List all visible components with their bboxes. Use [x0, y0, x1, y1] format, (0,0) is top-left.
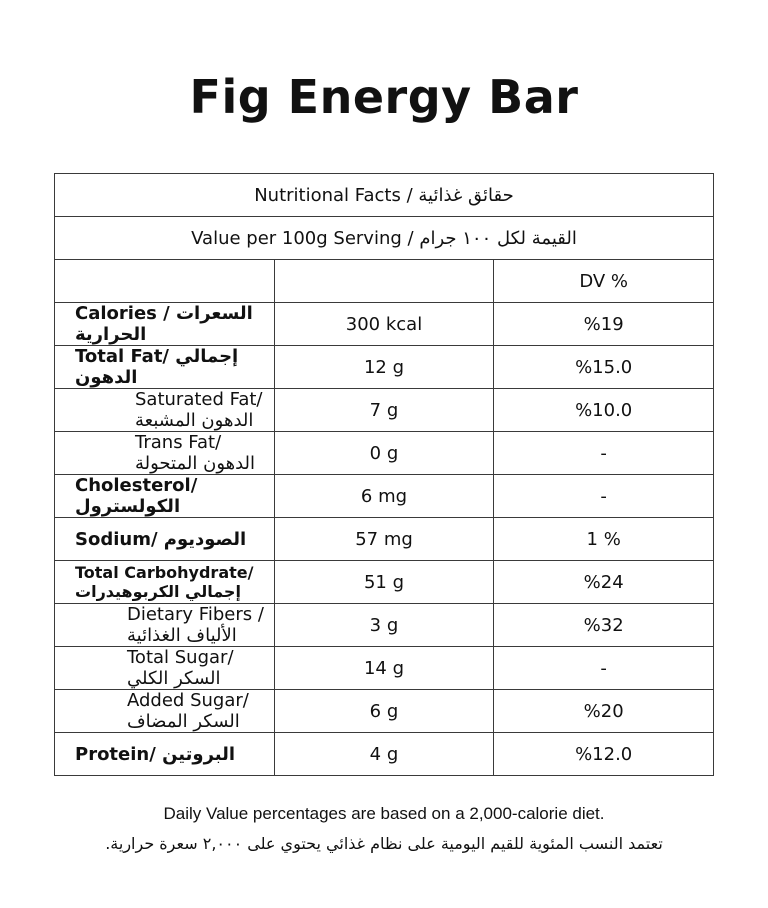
table-row — [55, 389, 714, 432]
empty-header-cell — [274, 260, 494, 303]
nutrient-value: 6 g — [274, 690, 494, 733]
footer-note-english: Daily Value percentages are based on a 2,000-calorie diet. — [163, 804, 605, 823]
nutrient-value: 51 g — [274, 561, 494, 604]
nutrient-dv: %20 — [494, 690, 714, 733]
nutrient-value: 300 kcal — [274, 303, 494, 346]
table-row — [55, 432, 714, 475]
nutrient-value: 14 g — [274, 647, 494, 690]
table-serving-row — [55, 217, 714, 260]
nutrient-label: Trans Fat/ الدهون المتحولة — [55, 432, 275, 475]
nutrient-value: 0 g — [274, 432, 494, 475]
nutrient-label: Total Sugar/ السكر الكلي — [55, 647, 275, 690]
nutrient-dv: - — [494, 475, 714, 518]
nutrient-dv: - — [494, 647, 714, 690]
nutrient-value: 12 g — [274, 346, 494, 389]
nutrition-facts-table — [54, 173, 714, 776]
nutrient-value: 3 g — [274, 604, 494, 647]
nutrient-dv: %19 — [494, 303, 714, 346]
nutrient-dv: %12.0 — [494, 733, 714, 776]
nutrient-dv: %32 — [494, 604, 714, 647]
nutrient-value: 4 g — [274, 733, 494, 776]
nutrient-dv: - — [494, 432, 714, 475]
page-title: Fig Energy Bar — [189, 70, 579, 124]
table-row — [55, 647, 714, 690]
nutrient-label: Total Carbohydrate/ إجمالي الكربوهيدرات — [55, 561, 275, 604]
nutrient-label: Sodium/ الصوديوم — [55, 518, 275, 561]
footer-note-arabic: تعتمد النسب المئوية للقيم اليومية على نظام غذائي يحتوي على ٢,٠٠٠ سعرة حرارية. — [105, 834, 663, 853]
serving-size-header: Value per 100g Serving / القيمة لكل ١٠٠ جرام — [55, 217, 714, 260]
nutrient-label: Total Fat/ إجمالي الدهون — [55, 346, 275, 389]
nutrition-facts-header: Nutritional Facts / حقائق غذائية — [55, 174, 714, 217]
dv-header: DV % — [494, 260, 714, 303]
table-row — [55, 518, 714, 561]
nutrient-label: Saturated Fat/ الدهون المشبعة — [55, 389, 275, 432]
table-row — [55, 303, 714, 346]
dv-header-row — [55, 260, 714, 303]
table-row — [55, 346, 714, 389]
nutrient-value: 57 mg — [274, 518, 494, 561]
empty-header-cell — [55, 260, 275, 303]
nutrient-value: 6 mg — [274, 475, 494, 518]
table-row — [55, 690, 714, 733]
table-row — [55, 604, 714, 647]
nutrient-label: Calories / السعرات الحرارية — [55, 303, 275, 346]
nutrient-dv: %10.0 — [494, 389, 714, 432]
nutrient-dv: %15.0 — [494, 346, 714, 389]
nutrient-dv: %24 — [494, 561, 714, 604]
nutrient-dv: 1 % — [494, 518, 714, 561]
table-row — [55, 561, 714, 604]
nutrient-label: Protein/ البروتين — [55, 733, 275, 776]
nutrient-label: Cholesterol/ الكولسترول — [55, 475, 275, 518]
table-header-row — [55, 174, 714, 217]
table-row — [55, 475, 714, 518]
nutrient-value: 7 g — [274, 389, 494, 432]
nutrient-label: Added Sugar/ السكر المضاف — [55, 690, 275, 733]
nutrient-label: Dietary Fibers / الألياف الغذائية — [55, 604, 275, 647]
table-row — [55, 733, 714, 776]
